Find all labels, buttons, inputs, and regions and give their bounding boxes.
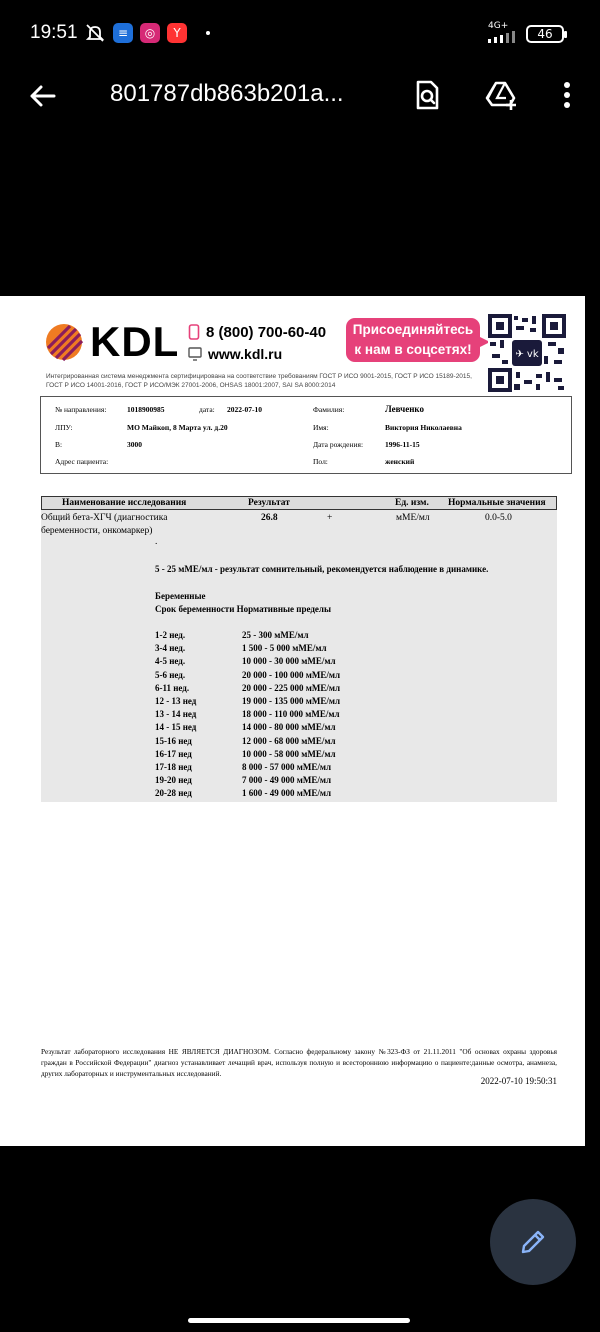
- pregnancy-week-range: 20 000 - 225 000 мМЕ/мл: [242, 682, 341, 693]
- surname-label: Фамилия:: [313, 405, 345, 414]
- pregnancy-week: 20-28 нед: [155, 788, 192, 799]
- pregnancy-week: 14 - 15 нед: [155, 722, 197, 733]
- pregnancy-week-range: 25 - 300 мМЕ/мл: [242, 630, 309, 640]
- more-notifications-dot: [206, 31, 210, 35]
- svg-text:✈ vk: ✈ vk: [515, 349, 539, 360]
- header-normal: Нормальные значения: [448, 498, 546, 508]
- instagram-icon: ◎: [140, 23, 160, 43]
- sex: женский: [385, 457, 415, 466]
- results-table: [41, 496, 557, 802]
- pregnancy-week-range: 10 000 - 30 000 мМЕ/мл: [242, 656, 336, 667]
- pregnancy-week-range: 20 000 - 100 000 мМЕ/мл: [242, 669, 341, 680]
- pregnancy-week: 12 - 13 нед: [155, 696, 197, 706]
- monitor-icon: [188, 347, 202, 361]
- yandex-icon: Y: [167, 23, 187, 43]
- contacts: [188, 322, 326, 364]
- home-indicator[interactable]: [188, 1318, 410, 1323]
- result-flag: +: [327, 513, 333, 523]
- patient-name: Виктория Николаевна: [385, 423, 462, 432]
- back-arrow-icon[interactable]: [26, 80, 58, 112]
- pregnancy-week: 3-4 нед.: [155, 643, 186, 654]
- phone-icon: [188, 324, 200, 340]
- more-vert-icon[interactable]: [550, 78, 584, 112]
- referral-label: № направления:: [55, 405, 107, 414]
- lpu: МО Майкоп, 8 Марта ул. д.20: [127, 423, 228, 432]
- edit-pencil-icon: [517, 1226, 549, 1258]
- header-unit: Ед. изм.: [395, 498, 429, 508]
- birth-label: Дата рождения:: [313, 440, 364, 449]
- pregnant-title: Беременные: [155, 591, 206, 601]
- disclaimer: Результат лабораторного исследования НЕ ЯВЛЯЕТСЯ ДИАГНОЗОМ. Согласно федеральному закону №323-ФЗ от 21.11.2011 "Об основах охраны здоровья граждан в Российской Федерации" диагноз устанавливает лечащий врач, используя полную и всестороннюю информацию о пациенте:данные осмотра, анамнеза, других лабораторных и инструментальных исследований.: [41, 1047, 557, 1078]
- pregnancy-week-range: 18 000 - 110 000 мМЕ/мл: [242, 709, 340, 720]
- test-name-line-1: Общий бета-ХГЧ (диагностика: [41, 513, 168, 523]
- pregnancy-week-range: 8 000 - 57 000 мМЕ/мл: [242, 762, 332, 772]
- brand-name: KDL: [90, 318, 180, 365]
- social-line-1: Присоединяйтесь: [352, 322, 474, 337]
- pregnancy-week-range: 10 000 - 58 000 мМЕ/мл: [242, 748, 336, 759]
- normal-range: 0.0-5.0: [485, 513, 512, 523]
- name-label: Имя:: [313, 423, 329, 432]
- message-app-icon: ≡: [113, 23, 133, 43]
- social-banner: [346, 318, 480, 362]
- pregnancy-week-range: 14 000 - 80 000 мМЕ/мл: [242, 722, 336, 733]
- status-notification-icons: [84, 22, 210, 44]
- document-title: 801787db863b201a...: [110, 80, 344, 107]
- result-unit: мМЕ/мл: [396, 513, 430, 523]
- social-line-2: к нам в соцсетях!: [354, 342, 472, 357]
- qr-code-icon: [488, 314, 566, 392]
- pregnancy-week-range: 7 000 - 49 000 мМЕ/мл: [242, 775, 332, 786]
- signal-icon: [488, 31, 516, 43]
- header-result: Результат: [248, 498, 290, 508]
- pregnancy-week: 4-5 нед.: [155, 656, 186, 667]
- lpu-label: ЛПУ:: [55, 423, 73, 432]
- document-page[interactable]: [0, 296, 585, 1146]
- pregnancy-week: 17-18 нед: [155, 762, 192, 772]
- network-type: 4G+: [488, 21, 509, 31]
- b-label: В:: [55, 440, 63, 449]
- address-label: Адрес пациента:: [55, 457, 109, 466]
- patient-info-box: [40, 396, 572, 474]
- website: www.kdl.ru: [208, 346, 283, 362]
- print-timestamp: 2022-07-10 19:50:31: [480, 1076, 557, 1086]
- pregnancy-week: 15-16 нед: [155, 735, 192, 746]
- iso-certification-text: Интегрированная система менеджмента сертифицирована на соответствие требованиям ГОСТ Р ИСО 9001-2015, ГОСТ Р ИСО 15189-2015, ГОСТ Р ИСО 14001-2016, ГОСТ Р ИСО/МЭК 27001-2006, OHSAS 18001:2007, SAI SA 8000:2014: [46, 373, 472, 389]
- test-name-line-2: беременности, онкомаркер): [41, 526, 153, 536]
- kdl-logo-icon: [44, 322, 84, 362]
- pregnancy-week: 5-6 нед.: [155, 669, 186, 680]
- pregnancy-week: 6-11 нед.: [155, 682, 190, 693]
- result-comment: 5 - 25 мМЕ/мл - результат сомнительный, рекомендуется наблюдение в динамике.: [155, 564, 489, 574]
- referral-number: 1018900985: [127, 405, 165, 414]
- status-bar: [0, 0, 600, 66]
- pregnancy-week-range: 19 000 - 135 000 мМЕ/мл: [242, 696, 341, 706]
- battery-level: 46: [537, 27, 553, 41]
- referral-date: 2022-07-10: [227, 405, 262, 414]
- edit-fab[interactable]: [490, 1199, 576, 1285]
- network-indicator: [488, 22, 516, 46]
- battery-icon: [526, 25, 564, 43]
- pregnancy-week: 13 - 14 нед: [155, 709, 197, 720]
- pregnancy-week: 1-2 нед.: [155, 630, 186, 640]
- bell-muted-icon: [84, 22, 106, 44]
- pregnant-header: Срок беременности Нормативные пределы: [155, 604, 331, 614]
- table-header: [41, 496, 557, 510]
- result-value: 26.8: [261, 513, 278, 523]
- search-document-icon[interactable]: [410, 78, 444, 112]
- phone-number: 8 (800) 700-60-40: [206, 323, 327, 341]
- web-line: [188, 344, 326, 364]
- sex-label: Пол:: [313, 457, 328, 466]
- b-value: 3000: [127, 440, 142, 449]
- birth-date: 1996-11-15: [385, 440, 420, 449]
- status-time: 19:51: [30, 22, 78, 43]
- pregnancy-week: 16-17 нед: [155, 748, 192, 759]
- surname: Левченко: [385, 404, 424, 414]
- add-to-drive-icon[interactable]: [484, 78, 518, 112]
- pregnancy-week-range: 1 500 - 5 000 мМЕ/мл: [242, 643, 327, 654]
- pregnancy-week: 19-20 нед: [155, 775, 192, 786]
- pregnancy-week-range: 1 600 - 49 000 мМЕ/мл: [242, 788, 332, 799]
- date-label: дата:: [199, 405, 215, 414]
- dot-separator: .: [155, 537, 158, 547]
- kdl-logo: [44, 318, 179, 366]
- top-app-bar: [0, 66, 600, 126]
- phone-line: [188, 322, 326, 342]
- pregnancy-week-range: 12 000 - 68 000 мМЕ/мл: [242, 735, 336, 746]
- header-test: Наименование исследования: [62, 498, 187, 508]
